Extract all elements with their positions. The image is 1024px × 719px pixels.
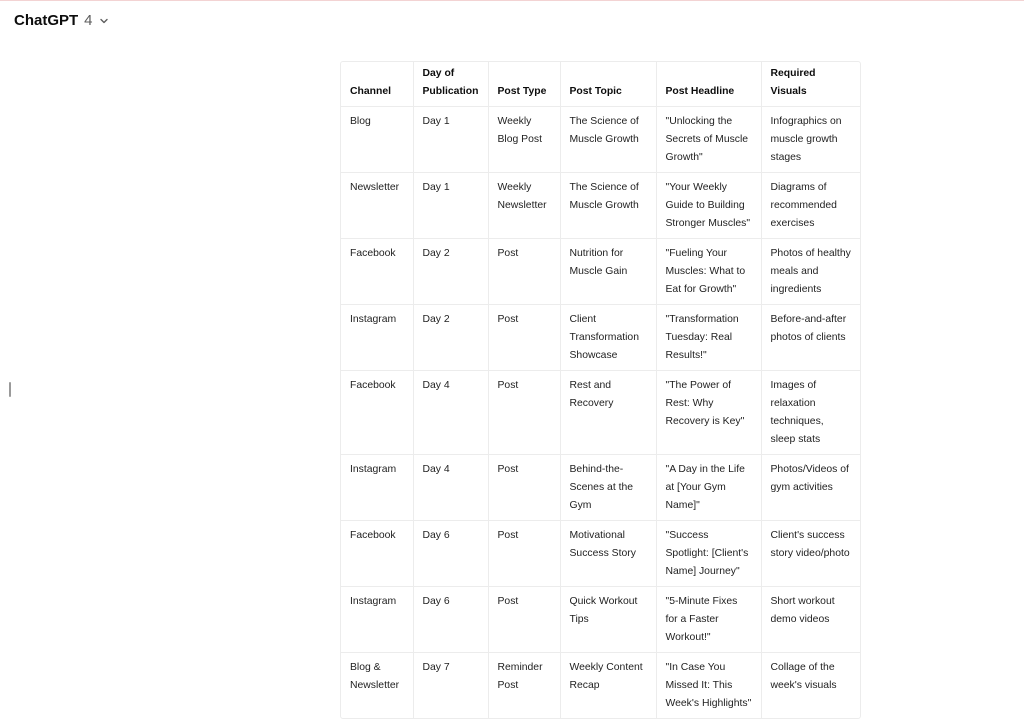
table-cell: Motivational Success Story (560, 521, 656, 587)
table-cell: Post (488, 305, 560, 371)
table-cell: Day 6 (413, 587, 488, 653)
table-cell: Post (488, 371, 560, 455)
table-cell: Behind-the-Scenes at the Gym (560, 455, 656, 521)
table-cell: Instagram (341, 455, 413, 521)
table-cell: The Science of Muscle Growth (560, 173, 656, 239)
table-cell: Infographics on muscle growth stages (761, 107, 860, 173)
table-cell: Photos/Videos of gym activities (761, 455, 860, 521)
table-cell: Post (488, 455, 560, 521)
table-cell: Client Transformation Showcase (560, 305, 656, 371)
table-row (341, 173, 860, 239)
table-row (341, 239, 860, 305)
table-cell: Client's success story video/photo (761, 521, 860, 587)
model-selector[interactable] (14, 12, 109, 29)
table-cell: Rest and Recovery (560, 371, 656, 455)
table-row (341, 107, 860, 173)
model-version: 4 (84, 12, 93, 29)
column-header (413, 62, 488, 107)
table-cell: Day 1 (413, 107, 488, 173)
table-cell: "5-Minute Fixes for a Faster Workout!" (656, 587, 761, 653)
table-cell: Quick Workout Tips (560, 587, 656, 653)
table-cell: "Transformation Tuesday: Real Results!" (656, 305, 761, 371)
column-header-text: Day of Publication (422, 68, 479, 97)
table-cell: "The Power of Rest: Why Recovery is Key" (656, 371, 761, 455)
column-header (761, 62, 860, 107)
column-header: Channel (341, 62, 413, 107)
table-row (341, 455, 860, 521)
table-cell: Before-and-after photos of clients (761, 305, 860, 371)
table-cell: Weekly Content Recap (560, 653, 656, 719)
table-cell: The Science of Muscle Growth (560, 107, 656, 173)
content-calendar-table (340, 61, 861, 719)
table-cell: Day 4 (413, 455, 488, 521)
column-header: Post Headline (656, 62, 761, 107)
table-cell: "Unlocking the Secrets of Muscle Growth" (656, 107, 761, 173)
chevron-down-icon (99, 16, 109, 26)
table-cell: Instagram (341, 587, 413, 653)
table-cell: Day 1 (413, 173, 488, 239)
column-header: Post Topic (560, 62, 656, 107)
model-name: ChatGPT (14, 12, 79, 29)
table-cell: Day 2 (413, 305, 488, 371)
table-cell: Photos of healthy meals and ingredients (761, 239, 860, 305)
table-cell: Post (488, 587, 560, 653)
column-header: Post Type (488, 62, 560, 107)
table-cell: Collage of the week's visuals (770, 662, 837, 691)
table-cell: Blog & Newsletter (341, 653, 413, 719)
table-row (341, 521, 860, 587)
table-row (341, 653, 860, 719)
table-cell: Newsletter (341, 173, 413, 239)
table-cell: Blog (341, 107, 413, 173)
table-row (341, 371, 860, 455)
table-cell: Day 2 (413, 239, 488, 305)
table-cell: Facebook (341, 371, 413, 455)
table-cell: Facebook (341, 521, 413, 587)
table-cell: Reminder Post (488, 653, 560, 719)
table-cell: Weekly Newsletter (488, 173, 560, 239)
table-cell: Instagram (341, 305, 413, 371)
table-cell: "In Case You Missed It: This Week's Highlights" (656, 653, 761, 719)
table-cell: Day 6 (413, 521, 488, 587)
table-header-row (341, 62, 860, 107)
table-cell: "Your Weekly Guide to Building Stronger Muscles" (656, 173, 761, 239)
table-cell: Post (488, 521, 560, 587)
table-cell: Day 7 (413, 653, 488, 719)
table-cell: Post (488, 239, 560, 305)
table-cell: Short workout demo videos (761, 587, 860, 653)
table-row (341, 587, 860, 653)
table-cell: "Fueling Your Muscles: What to Eat for Growth" (656, 239, 761, 305)
table-cell: Facebook (341, 239, 413, 305)
table-cell: Nutrition for Muscle Gain (560, 239, 656, 305)
table-cell: Weekly Blog Post (488, 107, 560, 173)
table-cell: "A Day in the Life at [Your Gym Name]" (656, 455, 761, 521)
table-cell: "Success Spotlight: [Client's Name] Journey" (656, 521, 761, 587)
table-cell: Diagrams of recommended exercises (761, 173, 860, 239)
cut-off-message-text: — — — — — — — — — — — — — — — — (342, 35, 585, 42)
scroll-handle[interactable] (9, 382, 11, 397)
table-row (341, 305, 860, 371)
top-border (0, 0, 1024, 1)
column-header-text: Required Visuals (770, 68, 816, 97)
table-cell: Images of relaxation techniques, sleep stats (761, 371, 860, 455)
table-cell: Day 4 (413, 371, 488, 455)
